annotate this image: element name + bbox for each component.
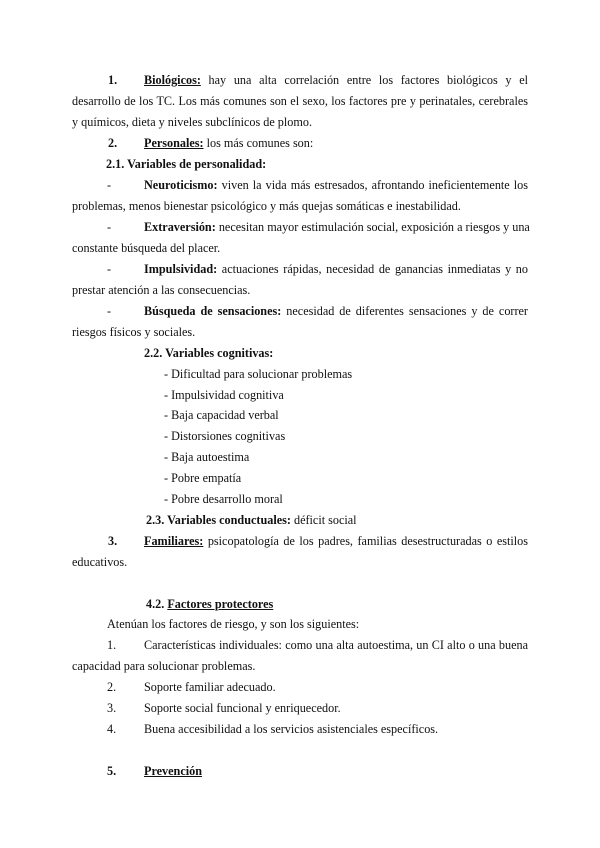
s2-number: 2. — [108, 136, 118, 150]
s21-text-3: necesidad de diferentes sensaciones y de correr — [281, 304, 528, 318]
s42-item-0-line1: Características individuales: como una alta autoestima, un CI alto o una buena — [144, 638, 528, 652]
s1-number: 1. — [108, 73, 118, 87]
s42-num-2: 3. — [107, 701, 117, 715]
s5-title: Prevención — [144, 764, 202, 778]
s22-item-0: - Dificultad para solucionar problemas — [164, 367, 353, 381]
s21-term-3: Búsqueda de sensaciones: — [144, 304, 282, 318]
s21-item-1-line2: constante búsqueda del placer. — [72, 241, 221, 255]
s22-item-4: - Baja autoestima — [164, 450, 250, 464]
s21-item-2-line2: prestar atención a las consecuencias. — [72, 283, 251, 297]
s42-item-2-line1: Soporte social funcional y enriquecedor. — [144, 701, 341, 715]
s2-line — [72, 135, 313, 151]
s2-text: los más comunes son: — [203, 136, 314, 150]
s1-line2: desarrollo de los TC. Los más comunes son el sexo, los factores pre y perinatales, cerebrales — [72, 94, 528, 108]
s1-line1 — [72, 72, 528, 88]
s21-dash-2: - — [107, 262, 112, 276]
s42-num-1: 2. — [107, 680, 117, 694]
s42-number: 4.2. — [146, 597, 165, 611]
s1-title: Biológicos: — [144, 73, 201, 87]
s5-line — [107, 763, 202, 779]
s42-item-1-line1: Soporte familiar adecuado. — [144, 680, 276, 694]
s3-line2: educativos. — [72, 555, 128, 569]
s23-line — [146, 512, 357, 528]
s3-title: Familiares: — [144, 534, 204, 548]
s21-text-0: viven la vida más estresados, afrontando ineficientemente los — [217, 178, 528, 192]
s2-title: Personales: — [144, 136, 204, 150]
s21-term-2: Impulsividad: — [144, 262, 218, 276]
s3-line1 — [72, 533, 528, 549]
s21-item-3-line2: riesgos físicos y sociales. — [72, 325, 196, 339]
s22-heading: 2.2. Variables cognitivas: — [144, 346, 274, 360]
s22-item-2: - Baja capacidad verbal — [164, 408, 279, 422]
s42-intro: Atenúan los factores de riesgo, y son los siguientes: — [107, 617, 360, 631]
s22-item-1: - Impulsividad cognitiva — [164, 388, 284, 402]
s21-term-0: Neuroticismo: — [144, 178, 218, 192]
s3-number: 3. — [108, 534, 118, 548]
s21-heading: 2.1. Variables de personalidad: — [106, 157, 267, 171]
s3-text: psicopatología de los padres, familias desestructuradas o estilos — [203, 534, 528, 548]
s21-item-3-line1 — [144, 303, 528, 319]
s22-item-6: - Pobre desarrollo moral — [164, 492, 283, 506]
s1-text: hay una alta correlación entre los factores biológicos y el — [200, 73, 528, 87]
s22-item-5: - Pobre empatía — [164, 471, 242, 485]
s21-item-2-line1 — [144, 261, 528, 277]
s1-line3: y químicos, dieta y niveles subclínicos de plomo. — [72, 115, 312, 129]
s42-title: Factores protectores — [167, 597, 274, 611]
s22-item-3: - Distorsiones cognitivas — [164, 429, 286, 443]
s23-text: déficit social — [290, 513, 357, 527]
s21-item-0-line1 — [144, 177, 528, 193]
s21-text-2: actuaciones rápidas, necesidad de ganancias inmediatas y no — [217, 262, 528, 276]
s5-number: 5. — [107, 764, 117, 778]
s21-term-1: Extraversión: — [144, 220, 216, 234]
s42-item-0-line2: capacidad para solucionar problemas. — [72, 659, 256, 673]
s21-dash-3: - — [107, 304, 112, 318]
s21-dash-0: - — [107, 178, 112, 192]
s21-item-1-line1 — [144, 219, 528, 235]
s42-item-3-line1: Buena accesibilidad a los servicios asistenciales específicos. — [144, 722, 439, 736]
s42-heading — [146, 596, 273, 612]
s42-num-0: 1. — [107, 638, 117, 652]
s42-num-3: 4. — [107, 722, 117, 736]
s21-item-0-line2: problemas, menos bienestar psicológico y más quejas somáticas e inestabilidad. — [72, 199, 461, 213]
s21-dash-1: - — [107, 220, 112, 234]
s21-text-1: necesitan mayor estimulación social, exposición a riesgos y una — [215, 220, 530, 234]
s23-heading: 2.3. Variables conductuales: — [146, 513, 291, 527]
